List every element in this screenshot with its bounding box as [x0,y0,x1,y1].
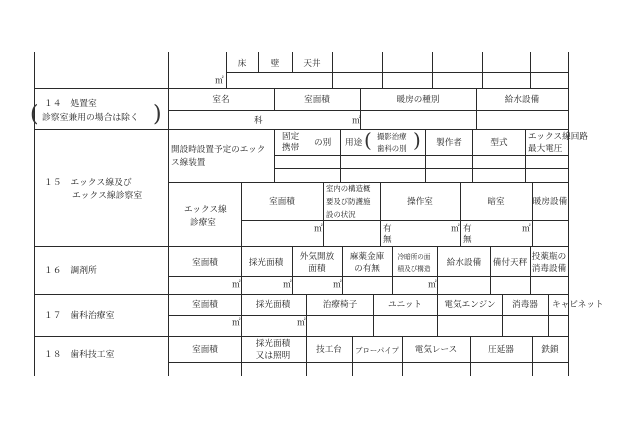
rule-15-v-struct [380,182,381,246]
row18-lathe-header: 電気レース [414,345,458,355]
rule-16-v1 [241,246,242,294]
row18-blowpipe-header: ブローパイプ [355,346,399,355]
rule-18-v6 [532,336,533,376]
rule-left-label [168,52,169,376]
row16-air-header-2: 面積 [308,264,326,274]
rule-16-v2 [292,246,293,294]
rule-16-v4 [392,246,393,294]
rule-15-v-dark [532,182,533,246]
rule-15-v-fixed [340,129,341,182]
row16-water-header: 給水設備 [446,258,482,268]
rule-15-v-use [425,129,426,182]
xray-area-header: 室面積 [269,197,295,207]
rule-top-v4 [332,52,333,88]
row16-safe-header-2: の有無 [354,264,380,274]
rule-15-v-op [460,182,461,246]
rule-top-v5 [382,52,383,88]
use-bracket-open: ( [364,128,372,152]
rule-15-v-device [274,129,275,182]
rule-15-v-maker [472,129,473,182]
dark-m2: ㎡ [522,224,531,234]
row17-cabinet-header: キャビネット [552,300,604,310]
rule-17-v2 [306,294,307,336]
operation-room-header: 操作室 [407,197,433,207]
rule-top-v7 [482,52,483,88]
rule-17-end [34,336,568,337]
rule-14-mid [168,110,568,111]
row14-bracket-close: ) [153,102,162,127]
rule-top-v3 [292,52,293,72]
rule-18-v1 [241,336,242,376]
row15-label-1: １５ エックス線及び [44,178,132,188]
use-bracket-close: ) [413,128,421,152]
row15-label-2: エックス線診察室 [72,191,143,201]
rule-15-v-area [323,182,324,246]
rule-16-v3 [342,246,343,294]
rule-15-v-model [525,129,526,182]
row14-label: １４ 処置室 [44,99,97,109]
rule-top-v6 [432,52,433,88]
row14-header-room-name: 室名 [212,95,230,105]
row18-light-header-1: 採光面積 [255,339,291,349]
row14-header-water: 給水設備 [504,95,540,105]
row16-cabinet-header-1: 投薬瓶の [531,252,567,262]
row17-sterilizer-header: 消毒器 [512,300,538,310]
row16-m2-c: ㎡ [333,280,342,290]
row14-ka-unit: 科 [254,116,263,126]
rule-14-v1 [274,88,275,110]
struct-header-3: 設の状況 [326,210,356,219]
row14-bracket-open: ( [30,102,39,127]
rule-14-end [34,129,568,130]
rule-top-area-mid [226,72,568,73]
row17-engine-header: 電気エンジン [444,300,496,310]
model-header: 型式 [490,138,508,148]
rule-16-v5 [437,246,438,294]
use-label: 用途 [345,138,363,148]
row18-light-header-2: 又は照明 [255,351,291,361]
rule-15-b [274,168,568,169]
rule-14-v3 [476,88,477,129]
rule-17-mid [168,315,568,316]
rule-top-v1 [226,52,227,88]
rule-16-end [34,294,568,295]
row16-safe-header-1: 麻薬金庫 [349,252,385,262]
row16-cabinet-header-2: 消毒設備 [531,264,567,274]
row16-label: １６ 調剤所 [44,266,97,276]
dark-room-header: 暗室 [487,197,505,207]
device-label-1: 開設時設置予定のエック [171,145,266,155]
portable-label: 携帯 [282,143,300,153]
fixed-label: 固定 [282,132,300,142]
row18-vise-header: 鉄鎖 [541,345,559,355]
row18-press-header: 圧延器 [488,345,514,355]
voltage-header-1: エックス線回路 [528,132,588,142]
struct-header-1: 室内の構造概 [326,184,371,193]
xray-heating-header: 暖房設備 [532,197,568,207]
floor-header: 床 [237,59,247,69]
row17-light-header: 採光面積 [255,300,291,310]
xray-room-label-2: 診療室 [190,218,216,228]
ceiling-header: 天井 [303,59,321,69]
rule-17-v1 [241,294,242,336]
no-betsu-label: の別 [314,138,332,148]
rule-18-v2 [306,336,307,376]
row18-area-header: 室面積 [192,345,218,355]
rule-17-v6 [548,294,549,336]
dark-yes: 有 [463,224,472,234]
rule-18-mid [168,362,568,363]
dark-no: 無 [463,235,472,245]
operation-m2: ㎡ [451,224,460,234]
top-m2-unit: ㎡ [215,76,224,86]
operation-yes: 有 [383,224,392,234]
rule-17-v4 [437,294,438,336]
row17-chair-header: 治療椅子 [322,300,358,310]
row16-m2-b: ㎡ [283,280,292,290]
rule-18-v5 [470,336,471,376]
voltage-header-2: 最大電圧 [528,144,563,154]
row16-air-header-1: 外気開放 [299,252,335,262]
rule-17-v3 [373,294,374,336]
rule-15-d [241,220,568,221]
row18-bench-header: 技工台 [316,345,342,355]
row16-cool-header-1: 冷暗所の面 [397,253,431,261]
row14-note: 診察室兼用の場合は除く [42,113,139,123]
rule-top-v8 [530,52,531,88]
row14-m2-unit: ㎡ [352,116,361,126]
use-option-1: 撮影治療 [377,132,407,141]
rule-16-mid [168,276,568,277]
wall-header: 壁 [270,59,280,69]
row17-m2-b: ㎡ [297,318,306,328]
struct-header-2: 要及び防護施 [326,197,371,206]
row17-label: １７ 歯科治療室 [44,311,115,321]
rule-18-v4 [402,336,403,376]
rule-15-c [168,182,568,183]
rule-top-v2 [258,52,259,72]
rule-15-end [34,246,568,247]
xray-room-label-1: エックス線 [184,205,227,215]
row14-header-heating: 暖房の種別 [396,95,440,105]
row17-area-header: 室面積 [192,300,218,310]
device-label-2: ス線装置 [171,158,206,168]
row16-cool-header-2: 積及び構造 [397,265,431,273]
row14-header-area: 室面積 [304,95,330,105]
rule-top-end [34,88,568,89]
row16-m2-a: ㎡ [232,280,241,290]
row18-label: １８ 歯科技工室 [44,350,115,360]
row16-area-header: 室面積 [192,258,218,268]
rule-right-outer [568,52,569,376]
rule-16-v6 [490,246,491,294]
operation-no: 無 [383,235,392,245]
rule-left-outer [34,52,35,376]
maker-header: 製作者 [436,138,462,148]
row17-unit-header: ユニット [387,300,423,310]
row17-m2-a: ㎡ [232,318,241,328]
use-option-2: 歯科の別 [377,144,407,153]
rule-18-v3 [352,336,353,376]
row16-scale-header: 備付天秤 [492,258,528,268]
row16-m2-d: ㎡ [428,280,437,290]
rule-15-a [274,155,568,156]
rule-17-v5 [502,294,503,336]
xray-area-m2: ㎡ [314,224,323,234]
row16-light-header: 採光面積 [248,258,284,268]
rule-15-v-room [241,182,242,246]
